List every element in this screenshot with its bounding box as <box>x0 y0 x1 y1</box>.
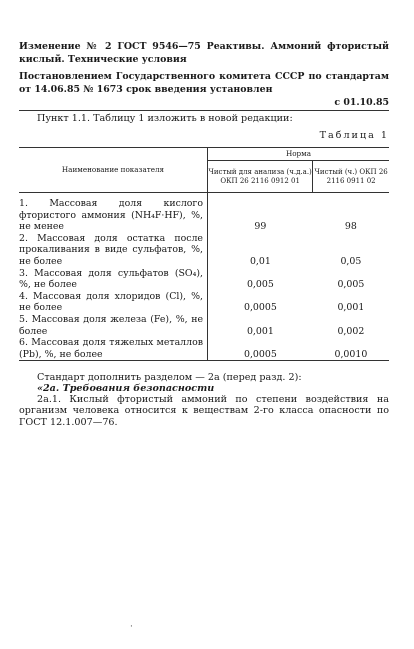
value-pure: 0,002 <box>337 325 365 337</box>
value-pure-analysis: 0,005 <box>246 279 274 291</box>
indicator-name: 4. Массовая доля хлоридов (Cl), %, не более <box>19 291 208 314</box>
col-pure-header: Чистый (ч.) ОКП 26 2116 0911 02 <box>313 161 389 193</box>
page-mark: · <box>130 622 133 632</box>
table-row <box>19 233 389 268</box>
table-row <box>19 337 389 361</box>
value-pure-analysis: 0,0005 <box>243 302 277 314</box>
indicator-name: 1. Массовая доля кислого фтористого аммония (NH₄F·HF), %, не менее <box>19 193 208 233</box>
amendment-title: Изменение № 2 ГОСТ 9546—75 Реактивы. Аммоний фтористый кислый. Технические условия <box>19 41 389 65</box>
indicator-name: 3. Массовая доля сульфатов (SO₄), %, не более <box>19 268 208 291</box>
value-pure: 0,001 <box>337 302 365 314</box>
effective-date: с 01.10.85 <box>334 97 389 108</box>
decree-line: Постановлением Государственного комитета СССР по стандартам от 14.06.85 № 1673 срок введения установлен <box>19 71 389 95</box>
indicator-name: 6. Массовая доля тяжелых металлов (Pb), %, не более <box>19 337 208 361</box>
table-row <box>19 291 389 314</box>
value-pure: 0,0010 <box>313 337 389 361</box>
indicator-name: 2. Массовая доля остатка после прокаливания в виде сульфатов, %, не более <box>19 233 208 268</box>
indicator-name: 5. Массовая доля железа (Fe), %, не более <box>19 314 208 337</box>
norm-table <box>19 147 389 361</box>
col-norm-header: Норма <box>208 148 390 161</box>
value-pure: 98 <box>344 221 357 233</box>
table-caption: Таблица 1 <box>319 130 389 141</box>
value-pure-analysis: 0,001 <box>246 325 274 337</box>
col-indicator-header: Наименование показателя <box>19 148 208 193</box>
item-line: Пункт 1.1. Таблицу 1 изложить в новой редакции: <box>37 113 293 124</box>
addition-line: Стандарт дополнить разделом — 2а (перед разд. 2): <box>37 372 302 383</box>
section-title: «2а. Требования безопасности <box>37 383 215 394</box>
header-divider <box>19 110 389 111</box>
value-pure-analysis: 0,01 <box>249 255 271 267</box>
value-pure: 0,05 <box>340 255 362 267</box>
col-pure-analysis-header: Чистый для анализа (ч.д.а.) ОКП 26 2116 0912 01 <box>208 161 313 193</box>
value-pure-analysis: 0,0005 <box>208 337 313 361</box>
value-pure-analysis: 99 <box>254 221 267 233</box>
safety-paragraph: 2а.1. Кислый фтористый аммоний по степени воздействия на организм человека относится к веществам 2-го класса опасности по ГОСТ 12.1.007—76. <box>19 394 389 428</box>
value-pure: 0,005 <box>337 279 365 291</box>
table-row <box>19 314 389 337</box>
table-row <box>19 268 389 291</box>
table-row <box>19 193 389 233</box>
